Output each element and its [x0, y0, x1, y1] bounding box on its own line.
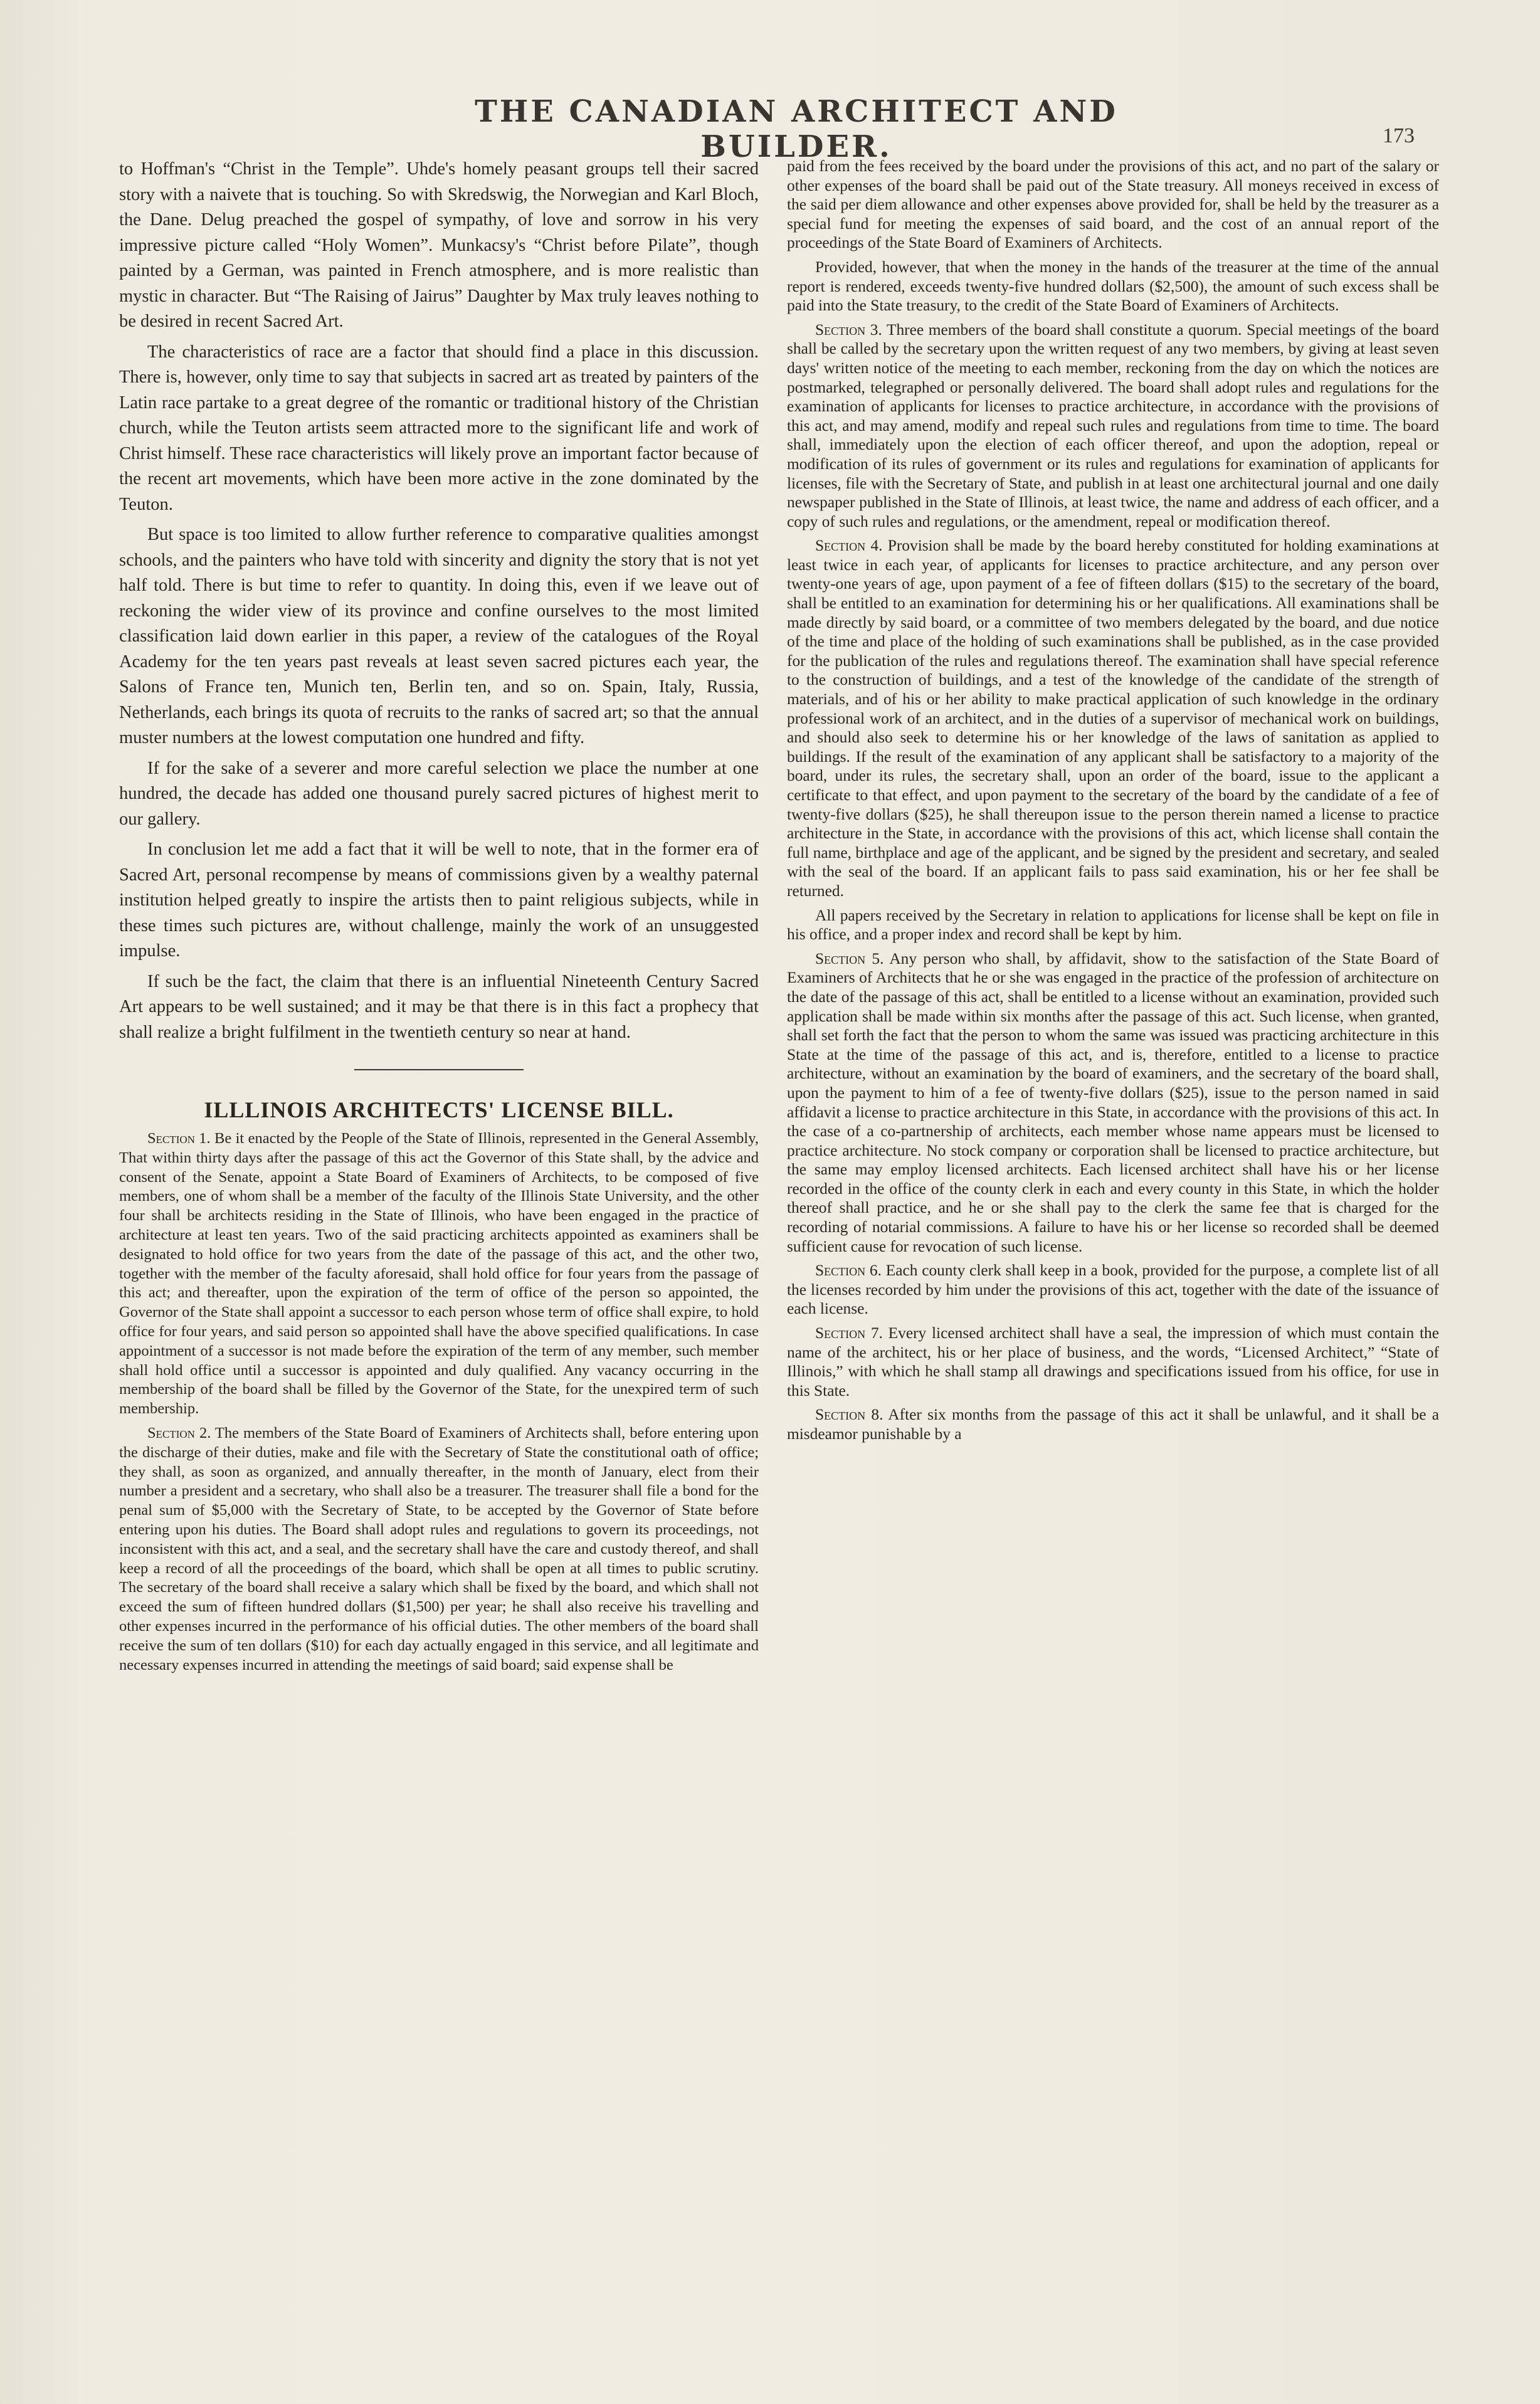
- section-divider: [354, 1069, 524, 1070]
- paragraph: In conclusion let me add a fact that it will be well to note, that in the former era of Sacred Art, personal recompense by means of commissions given by a wealthy paternal institution helped greatly to inspire the artists then to paint religious subjects, while in these times such pictures are, without challenge, mainly the work of an unsuggested impulse.: [119, 840, 759, 961]
- paragraph: [787, 320, 1439, 532]
- paragraph-text: The members of the State Board of Examiners of Architects shall, before entering upon the discharge of their duties, make and file with the Secretary of State the constitutional oath of office; they shall, as soon as organized, and annually thereafter, in the month of January, elect from their number a president and a secretary, who shall also be a treasurer. The treasurer shall file a bond for the penal sum of $5,000 with the Secretary of State, to be accepted by the Governor of State before entering upon his duties. The Board shall adopt rules and regulations to govern its proceedings, not inconsistent with this act, and a seal, and the secretary shall have the care and custody thereof, and shall keep a record of all the proceedings of the board, which shall be open at all times to public scrutiny. The secretary of the board shall receive a salary which shall be fixed by the board, and which shall not exceed the sum of fifteen hundred dollars ($1,500) per year; he shall also receive his travelling and other expenses incurred in the performance of his official duties. The other members of the board shall receive the sum of ten dollars ($10) for each day actually engaged in this service, and all legitimate and necessary expenses incurred in attending the meetings of said board; said expense shall be: [119, 1424, 759, 1674]
- paragraph: But space is too limited to allow further reference to comparative qualities amongst schools, and the painters who have told with sincerity and dignity the story that is not yet half told. There is but time to refer to quantity. In doing this, even if we leave out of reckoning the wider view of its province and confine ourselves to the most limited classification laid down earlier in this paper, a review of the catalogues of the Royal Academy for the ten years past reveals at least seven sacred pictures each year, the Salons of France ten, Munich ten, Berlin ten, and so on. Spain, Italy, Russia, Netherlands, each brings its quota of recruits to the ranks of sacred art; so that the annual muster numbers at the lowest computation one hundred and fifty.: [119, 525, 759, 747]
- paragraph-text: Provided, however, that when the money in the hands of the treasurer at the time of the annual report is rendered, exceeds twenty-five hundred dollars ($2,500), the amount of such excess shall be paid into the State treasury, to the credit of the State Board of Examiners of Architects.: [787, 258, 1439, 315]
- paragraph: to Hoffman's “Christ in the Temple”. Uhde's homely peasant groups tell their sacred story with a naivete that is touching. So with Skredswig, the Norwegian and Karl Bloch, the Dane. Delug preached the gospel of sympathy, of love and sorrow in his very impressive picture called “Holy Women”. Munkacsy's “Christ before Pilate”, though painted by a German, was painted in French atmosphere, and is more realistic than mystic in character. But “The Raising of Jairus” Daughter by Max truly leaves nothing to be desired in recent Sacred Art.: [119, 159, 759, 331]
- paragraph: [787, 1405, 1439, 1443]
- paragraph-text: Every licensed architect shall have a seal, the impression of which must contain the name of the architect, his or her place of business, and the words, “Licensed Architect,” “State of Illinois,” with which he shall stamp all drawings and specifications issued from his office, for use in this State.: [787, 1324, 1440, 1400]
- article-sacred-art: [119, 157, 759, 1045]
- bill-continuation: [787, 157, 1439, 1444]
- paragraph: [787, 258, 1439, 315]
- paragraph-text: Each county clerk shall keep in a book, provided for the purpose, a complete list of all the licenses recorded by him under the provisions of this act, together with the date of the issuance of each license.: [787, 1262, 1439, 1318]
- bill-title: ILLLINOIS ARCHITECTS' LICENSE BILL.: [204, 1097, 674, 1122]
- paragraph: If such be the fact, the claim that there is an influential Nineteenth Century Sacred Art appears to be well sustained; and it may be that there is in this fact a prophecy that shall realize a bright fulfilment in the twentieth century so near at hand.: [119, 971, 759, 1042]
- paragraph: [787, 1261, 1439, 1319]
- paragraph: [787, 536, 1439, 900]
- paragraph: The characteristics of race are a factor that should find a place in this discussion. There is, however, only time to say that subjects in sacred art as treated by painters of the Latin race partake to a great degree of the romantic or traditional history of the Christian church, while the Teuton artists seem attracted more to the significant life and work of Christ himself. These race characteristics will likely prove an important factor because of the recent art movements, which have been more active in the zone dominated by the Teuton.: [119, 342, 759, 514]
- section-label: Section 5.: [815, 949, 884, 967]
- paragraph: [119, 1129, 759, 1419]
- section-label: Section 6.: [815, 1262, 882, 1280]
- article-illinois-bill: [119, 1097, 759, 1675]
- paragraph: [787, 949, 1439, 1257]
- section-label: Section 3.: [815, 320, 882, 339]
- section-label: Section 8.: [815, 1406, 883, 1424]
- page-header-title: THE CANADIAN ARCHITECT AND BUILDER.: [475, 94, 1118, 164]
- paragraph-text: paid from the fees received by the board under the provisions of this act, and no part of the salary or other expenses of the board shall be paid out of the State treasury. All moneys received in excess of the said per diem allowance and other expenses above provided for, shall be held by the treasurer as a special fund for meeting the expenses of said board, and the cost of an annual report of the proceedings of the State Board of Examiners of Architects.: [787, 157, 1439, 252]
- paragraph-text: Any person who shall, by affidavit, show to the satisfaction of the State Board of Examiners of Architects that he or she was engaged in the practice of the profession of architecture on the date of the passage of this act, shall be entitled to a license without an examination, provided such application shall be made within six months after the passage of this act. Such license, when granted, shall set forth the fact that the person to whom the same was issued was practicing architecture in this State at the time of the passage of this act, and is, therefore, entitled to a license to practice architecture, without an examination by the board of examiners, and the secretary of the board shall, upon the payment to him of a fee of twenty-five dollars ($25), issue to the person named in said affidavit a license to practice architecture in this State, in accordance with the provisions of this act. In the case of a co-partnership of architects, each member whose name appears must be licensed to practice architecture. No stock company or corporation shall be licensed to practice architecture, but the same may employ licensed architects. Each licensed architect shall have his or her license recorded in the office of the county clerk in each and every county in this State, in which the holder thereof shall practice, and he or she shall pay to the clerk the same fee that is charged for the recording of notarial commissions. A failure to have his or her license so recorded shall be deemed sufficient cause for revocation of such license.: [787, 949, 1440, 1255]
- section-label: Section 2.: [147, 1424, 211, 1442]
- paragraph: [787, 1324, 1439, 1400]
- section-label: Section 4.: [815, 537, 883, 555]
- paragraph-text: Be it enacted by the People of the State of Illinois, represented in the General Assembly, That within thirty days after the passage of this act the Governor of this State shall, by the advice and consent of the Senate, appoint a State Board of Examiners of Architects, to be composed of five members, one of whom shall be a member of the faculty of the Illinois State University, and the other four shall be architects residing in the State of Illinois, who have been engaged in the practice of architecture at least ten years. Two of the said practicing architects appointed as examiners shall be designated to hold office for two years from the date of the passage of this act, and the other two, together with the member of the faculty aforesaid, shall hold office for four years from the passage of this act; and thereafter, upon the expiration of the term of office of the person so appointed, the Governor of the State shall appoint a successor to each person whose term of office shall expire, to hold office for four years, and said person so appointed shall have the above specified qualifications. In case appointment of a successor is not made before the expiration of the term of any member, such member shall hold office until a successor is appointed and duly qualified. Any vacancy occurring in the membership of the board shall be filled by the Governor of the State, for the unexpired term of such membership.: [119, 1130, 759, 1418]
- page-number: 173: [1383, 124, 1415, 147]
- paragraph-text: After six months from the passage of this act it shall be unlawful, and it shall be a misdeamor punishable by a: [787, 1406, 1439, 1443]
- paragraph-text: Provision shall be made by the board hereby constituted for holding examinations at least twice in each year, of applicants for licenses to practice architecture, and any person over twenty-one years of age, upon payment of a fee of fifteen dollars ($15) to the secretary of the board, shall be entitled to an examination for determining his or her qualifications. All examinations shall be made directly by said board, or a committee of two members delegated by the board, and due notice of the time and place of the holding of such examinations shall be published, as in the case provided for the publication of the rules and regulations thereof. The examination shall have special reference to the construction of buildings, and a test of the knowledge of the candidate of the strength of materials, and of his or her ability to make practical application of such knowledge in the ordinary professional work of an architect, and in the duties of a supervisor of mechanical work on buildings, and should also seek to determine his or her knowledge of the laws of sanitation as applied to buildings. If the result of the examination of any applicant shall be satisfactory to a majority of the board, under its rules, the secretary shall, upon an order of the board, issue to the applicant a certificate to that effect, and upon payment to the secretary of the board by the candidate of a fee of twenty-five dollars ($25), he shall thereupon issue to the person therein named a license to practice architecture in the State, in accordance with the provisions of this act, which license shall contain the full name, birthplace and age of the applicant, and be signed by the president and secretary, and sealed with the seal of the board. If an applicant fails to pass said examination, his or her fee shall be returned.: [787, 537, 1439, 900]
- paragraph: [119, 1424, 759, 1675]
- right-column: [787, 157, 1439, 1449]
- paragraph: [787, 906, 1439, 944]
- left-column: [119, 157, 759, 1680]
- paragraph-text: All papers received by the Secretary in relation to applications for license shall be kept on file in his office, and a proper index and record shall be kept by him.: [787, 906, 1439, 944]
- paragraph: [787, 157, 1439, 253]
- bill-sections: [119, 1129, 759, 1675]
- paragraph: If for the sake of a severer and more careful selection we place the number at one hundred, the decade has added one thousand purely sacred pictures of highest merit to our gallery.: [119, 758, 759, 829]
- section-label: Section 1.: [147, 1130, 211, 1147]
- section-label: Section 7.: [815, 1324, 883, 1342]
- paragraph-text: Three members of the board shall constitute a quorum. Special meetings of the board shall be called by the secretary upon the written request of any two members, by giving at least seven days' written notice of the meeting to each member, reckoning from the day on which the notices are postmarked, telegraphed or personally delivered. The board shall adopt rules and regulations for the examination of applicants for licenses to practice architecture, in accordance with the provisions of this act, and may amend, modify and repeal such rules and regulations from time to time. The board shall, immediately upon the election of each officer thereof, and upon the adoption, repeal or modification of its rules of government or its rules and regulations for examination of applicants for licenses, file with the Secretary of State, and publish in at least one architectural journal and one daily newspaper published in the State of Illinois, at least twice, the name and address of each officer, and a copy of such rules and regulations, or the amendment, repeal or modification thereof.: [787, 320, 1440, 530]
